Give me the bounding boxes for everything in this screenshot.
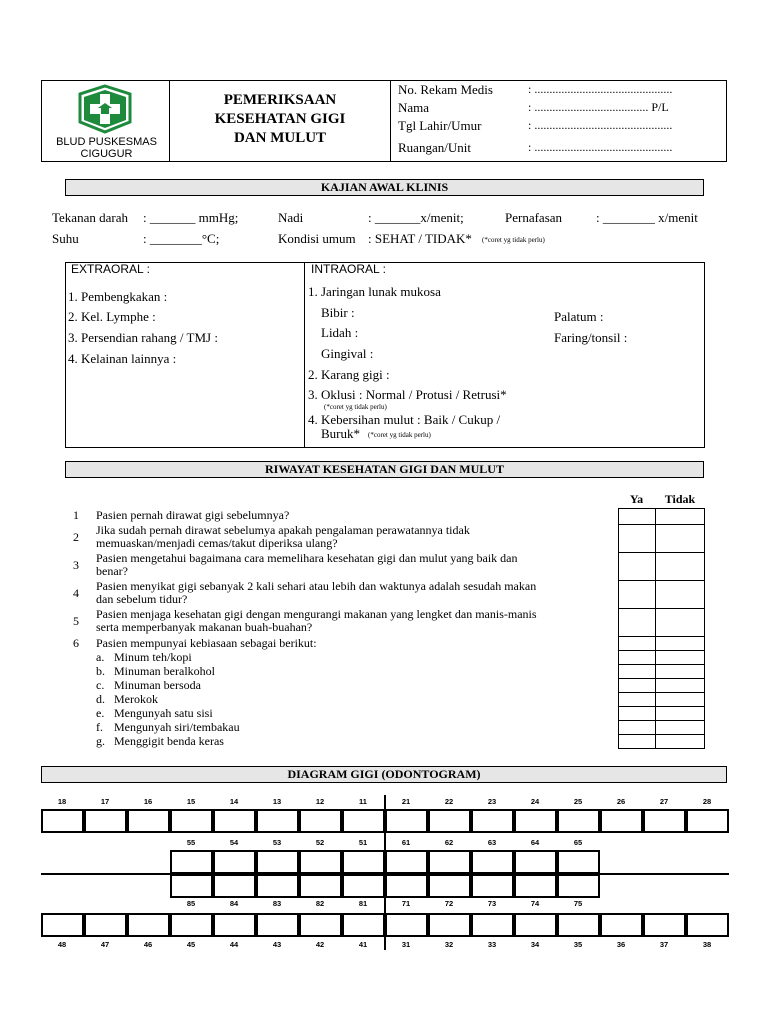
vital-signs [52, 210, 752, 250]
answer-cell-tidak[interactable] [655, 679, 704, 693]
question-text: Pasien menyikat gigi sebanyak 2 kali sehari atau lebih dan waktunya adalah sesudah makan [96, 579, 537, 593]
kajian-banner: KAJIAN AWAL KLINIS [65, 179, 704, 196]
answer-row [619, 665, 705, 679]
extraoral-item-3[interactable]: 3. Persendian rahang / TMJ : [68, 330, 218, 345]
suhu-label: Suhu [52, 231, 79, 246]
tooth-box-44[interactable] [213, 913, 256, 937]
suhu-value[interactable]: : ________°C; [143, 231, 220, 246]
form-title-line3: DAN MULUT [233, 130, 327, 146]
gingival-field[interactable]: Gingival : [321, 346, 374, 361]
tooth-number: 17 [100, 797, 110, 806]
tooth-box-71[interactable] [385, 874, 428, 898]
org-name-line2: CIGUGUR [80, 148, 133, 160]
field-label-rekam-medis: No. Rekam Medis [398, 82, 493, 97]
tooth-number: 64 [530, 838, 540, 847]
answer-cell-ya[interactable] [619, 651, 656, 665]
horizontal-midline [41, 873, 729, 875]
tooth-number: 62 [444, 838, 454, 847]
tooth-number: 82 [315, 899, 325, 908]
tooth-box-43[interactable] [256, 913, 299, 937]
tooth-number: 36 [616, 940, 626, 949]
tooth-box-72[interactable] [428, 874, 471, 898]
pernafasan-label: Pernafasan [505, 210, 563, 225]
tooth-number: 42 [315, 940, 325, 949]
tooth-number: 72 [444, 899, 454, 908]
tooth-box-28[interactable] [686, 809, 729, 833]
tooth-box-18[interactable] [41, 809, 84, 833]
answer-cell-tidak[interactable] [655, 553, 704, 581]
tooth-number: 51 [358, 838, 368, 847]
question-text: memuaskan/menjadi cemas/takut diperiksa ulang? [96, 536, 338, 550]
extraoral-title: EXTRAORAL : [71, 262, 150, 276]
form-title [170, 91, 390, 148]
habit-letter: b. [96, 664, 105, 678]
tooth-box-34[interactable] [514, 913, 557, 937]
header-divider-2 [390, 80, 391, 162]
answer-cell-tidak[interactable] [655, 581, 704, 609]
tooth-box-21[interactable] [385, 809, 428, 833]
tekanan-value[interactable]: : _______ mmHg; [143, 210, 239, 225]
tooth-number: 74 [530, 899, 540, 908]
vertical-midline [384, 795, 386, 950]
answer-cell-ya[interactable] [619, 693, 656, 707]
intraoral-title: INTRAORAL : [311, 262, 386, 276]
tooth-box-46[interactable] [127, 913, 170, 937]
tooth-box-32[interactable] [428, 913, 471, 937]
habit-letter: c. [96, 678, 105, 692]
habit-letter: g. [96, 734, 105, 748]
tooth-box-54[interactable] [213, 850, 256, 874]
tooth-box-51[interactable] [342, 850, 385, 874]
tooth-number: 75 [573, 899, 583, 908]
tooth-box-48[interactable] [41, 913, 84, 937]
odontogram-banner: DIAGRAM GIGI (ODONTOGRAM) [41, 766, 727, 783]
lidah-field[interactable]: Lidah : [321, 325, 359, 340]
nadi-value[interactable]: : _______x/menit; [368, 210, 464, 225]
tooth-number: 43 [272, 940, 282, 949]
question-text: serta memperbanyak makanan buah-buahan? [96, 620, 313, 634]
answer-cell-tidak[interactable] [655, 651, 704, 665]
field-value-nama[interactable]: : ...................................... P/L [528, 100, 669, 114]
answer-row [619, 509, 705, 525]
intraoral-note-4: (*coret yg tidak perlu) [368, 431, 431, 439]
tooth-box-15[interactable] [170, 809, 213, 833]
tooth-box-31[interactable] [385, 913, 428, 937]
answer-cell-tidak[interactable] [655, 637, 704, 651]
tooth-box-26[interactable] [600, 809, 643, 833]
field-value-rekam-medis[interactable]: : .............................................. [528, 82, 673, 96]
habit-text: Minuman bersoda [114, 678, 201, 692]
tooth-box-53[interactable] [256, 850, 299, 874]
habit-text: Menggigit benda keras [114, 734, 224, 748]
tooth-box-62[interactable] [428, 850, 471, 874]
field-label-nama: Nama [398, 100, 430, 115]
tooth-number: 55 [186, 838, 196, 847]
habit-letter: f. [96, 720, 103, 734]
extraoral-item-2[interactable]: 2. Kel. Lymphe : [68, 309, 156, 324]
tooth-number: 27 [659, 797, 669, 806]
tooth-number: 34 [530, 940, 540, 949]
question-no: 1 [73, 508, 79, 522]
tooth-number: 84 [229, 899, 239, 908]
habit-letter: a. [96, 650, 105, 664]
tooth-number: 22 [444, 797, 454, 806]
tooth-number: 81 [358, 899, 368, 908]
tooth-box-27[interactable] [643, 809, 686, 833]
answer-cell-tidak[interactable] [655, 707, 704, 721]
answer-row [619, 721, 705, 735]
tooth-box-64[interactable] [514, 850, 557, 874]
tooth-box-24[interactable] [514, 809, 557, 833]
answer-cell-ya[interactable] [619, 707, 656, 721]
intraoral-item-4b[interactable]: Buruk* [321, 426, 360, 441]
tooth-box-16[interactable] [127, 809, 170, 833]
answer-cell-ya[interactable] [619, 509, 656, 525]
tooth-number: 28 [702, 797, 712, 806]
tooth-number: 53 [272, 838, 282, 847]
question-text: Pasien pernah dirawat gigi sebelumnya? [96, 508, 290, 522]
tooth-number: 52 [315, 838, 325, 847]
tooth-number: 61 [401, 838, 411, 847]
pernafasan-value[interactable]: : ________ x/menit [596, 210, 698, 225]
tooth-number: 47 [100, 940, 110, 949]
tooth-box-61[interactable] [385, 850, 428, 874]
intraoral-item-3[interactable]: 3. Oklusi : Normal / Protusi / Retrusi* [308, 387, 507, 402]
tooth-box-73[interactable] [471, 874, 514, 898]
question-text: benar? [96, 564, 128, 578]
question-text: Pasien menjaga kesehatan gigi dengan mengurangi makanan yang lengket dan manis-manis [96, 607, 537, 621]
tooth-number: 83 [272, 899, 282, 908]
question-no: 2 [73, 530, 79, 544]
answer-grid [618, 508, 705, 749]
extraoral-item-4[interactable]: 4. Kelainan lainnya : [68, 351, 177, 366]
question-no: 5 [73, 614, 79, 628]
question-no: 4 [73, 586, 79, 600]
form-title-line1: PEMERIKSAAN [223, 92, 337, 108]
answer-cell-tidak[interactable] [655, 721, 704, 735]
riwayat-banner: RIWAYAT KESEHATAN GIGI DAN MULUT [65, 461, 704, 478]
tooth-number: 26 [616, 797, 626, 806]
nadi-label: Nadi [278, 210, 304, 225]
answer-cell-ya[interactable] [619, 609, 656, 637]
field-value-tgl-lahir[interactable]: : .............................................. [528, 118, 673, 132]
bibir-field[interactable]: Bibir : [321, 305, 355, 320]
tooth-number: 18 [57, 797, 67, 806]
tooth-number: 71 [401, 899, 411, 908]
answer-cell-ya[interactable] [619, 665, 656, 679]
answer-cell-tidak[interactable] [655, 509, 704, 525]
tooth-number: 48 [57, 940, 67, 949]
tooth-number: 12 [315, 797, 325, 806]
tooth-box-23[interactable] [471, 809, 514, 833]
intraoral-item-4a[interactable]: 4. Kebersihan mulut : Baik / Cukup / [308, 412, 501, 427]
tooth-number: 73 [487, 899, 497, 908]
tooth-box-35[interactable] [557, 913, 600, 937]
tooth-number: 15 [186, 797, 196, 806]
tooth-box-41[interactable] [342, 913, 385, 937]
palatum-field[interactable]: Palatum : [554, 309, 604, 324]
tooth-box-84[interactable] [213, 874, 256, 898]
tooth-box-42[interactable] [299, 913, 342, 937]
tooth-box-12[interactable] [299, 809, 342, 833]
question-no: 3 [73, 558, 79, 572]
habit-letter: d. [96, 692, 105, 706]
tooth-box-22[interactable] [428, 809, 471, 833]
answer-cell-tidak[interactable] [655, 525, 704, 553]
answer-row [619, 525, 705, 553]
answer-cell-tidak[interactable] [655, 693, 704, 707]
intraoral-section [308, 262, 703, 448]
form-title-line2: KESEHATAN GIGI [214, 111, 346, 127]
question-text: Pasien mengetahui bagaimana cara memelihara kesehatan gigi dan mulut yang baik dan [96, 551, 518, 565]
tooth-box-37[interactable] [643, 913, 686, 937]
answer-row [619, 609, 705, 637]
tooth-number: 44 [229, 940, 239, 949]
org-name-line1: BLUD PUSKESMAS [56, 136, 157, 148]
answer-cell-tidak[interactable] [655, 609, 704, 637]
habit-letter: e. [96, 706, 105, 720]
intraoral-item-2[interactable]: 2. Karang gigi : [308, 367, 390, 382]
tooth-number: 37 [659, 940, 669, 949]
tooth-number: 45 [186, 940, 196, 949]
extraoral-item-1[interactable]: 1. Pembengkakan : [68, 289, 168, 304]
tooth-number: 14 [229, 797, 239, 806]
answer-cell-tidak[interactable] [655, 735, 704, 749]
tooth-box-36[interactable] [600, 913, 643, 937]
tooth-box-11[interactable] [342, 809, 385, 833]
tooth-box-83[interactable] [256, 874, 299, 898]
habit-text: Minum teh/kopi [114, 650, 192, 664]
tooth-number: 25 [573, 797, 583, 806]
tooth-number: 35 [573, 940, 583, 949]
tooth-number: 32 [444, 940, 454, 949]
answer-row [619, 735, 705, 749]
tooth-number: 85 [186, 899, 196, 908]
answer-row [619, 581, 705, 609]
question-text: Jika sudah pernah dirawat sebelumya apakah pengalaman perawatannya tidak [96, 523, 470, 537]
answer-cell-ya[interactable] [619, 735, 656, 749]
tooth-number: 13 [272, 797, 282, 806]
tooth-number: 41 [358, 940, 368, 949]
field-value-ruangan[interactable]: : .............................................. [528, 140, 673, 154]
answer-row [619, 693, 705, 707]
answer-cell-ya[interactable] [619, 581, 656, 609]
answer-row [619, 637, 705, 651]
tooth-box-81[interactable] [342, 874, 385, 898]
habit-text: Mengunyah satu sisi [114, 706, 213, 720]
tooth-number: 46 [143, 940, 153, 949]
tooth-number: 24 [530, 797, 540, 806]
faring-field[interactable]: Faring/tonsil : [554, 330, 628, 345]
tooth-box-52[interactable] [299, 850, 342, 874]
tooth-number: 16 [143, 797, 153, 806]
tooth-number: 21 [401, 797, 411, 806]
answer-row [619, 679, 705, 693]
tooth-number: 38 [702, 940, 712, 949]
tooth-number: 11 [359, 797, 367, 806]
tooth-number: 31 [401, 940, 411, 949]
answer-cell-ya[interactable] [619, 721, 656, 735]
habit-text: Merokok [114, 692, 158, 706]
tooth-box-47[interactable] [84, 913, 127, 937]
answer-cell-ya[interactable] [619, 679, 656, 693]
col-tidak-header: Tidak [664, 492, 696, 506]
answer-row [619, 553, 705, 581]
tooth-box-63[interactable] [471, 850, 514, 874]
habit-text: Minuman beralkohol [114, 664, 215, 678]
tooth-number: 23 [487, 797, 497, 806]
question-no: 6 [73, 636, 79, 650]
tooth-box-38[interactable] [686, 913, 729, 937]
tooth-number: 63 [487, 838, 497, 847]
puskesmas-logo-icon [74, 84, 136, 134]
tooth-number: 54 [229, 838, 239, 847]
answer-row [619, 651, 705, 665]
tooth-box-33[interactable] [471, 913, 514, 937]
kondisi-label: Kondisi umum [278, 231, 356, 246]
tooth-box-82[interactable] [299, 874, 342, 898]
intraoral-note-3: (*coret yg tidak perlu) [324, 403, 387, 411]
habit-text: Mengunyah siri/tembakau [114, 720, 240, 734]
tekanan-label: Tekanan darah [52, 210, 128, 225]
tooth-box-55[interactable] [170, 850, 213, 874]
kondisi-note: (*coret yg tidak perlu) [482, 236, 545, 244]
oral-exam-divider [304, 262, 305, 448]
tooth-box-85[interactable] [170, 874, 213, 898]
tooth-box-13[interactable] [256, 809, 299, 833]
tooth-box-25[interactable] [557, 809, 600, 833]
answer-cell-tidak[interactable] [655, 665, 704, 679]
kondisi-value[interactable]: : SEHAT / TIDAK* [368, 231, 472, 246]
question-text: dan sebelum tidur? [96, 592, 188, 606]
field-label-tgl-lahir: Tgl Lahir/Umur [398, 118, 482, 133]
tooth-box-74[interactable] [514, 874, 557, 898]
intraoral-item-1: 1. Jaringan lunak mukosa [308, 284, 441, 299]
tooth-number: 65 [573, 838, 583, 847]
field-label-ruangan: Ruangan/Unit [398, 140, 471, 155]
tooth-box-17[interactable] [84, 809, 127, 833]
tooth-box-45[interactable] [170, 913, 213, 937]
answer-row [619, 707, 705, 721]
col-ya-header: Ya [629, 492, 644, 506]
answer-cell-ya[interactable] [619, 553, 656, 581]
tooth-box-65[interactable] [557, 850, 600, 874]
question-text: Pasien mempunyai kebiasaan sebagai berikut: [96, 636, 317, 650]
tooth-number: 33 [487, 940, 497, 949]
tooth-box-75[interactable] [557, 874, 600, 898]
answer-cell-ya[interactable] [619, 525, 656, 553]
tooth-box-14[interactable] [213, 809, 256, 833]
answer-cell-ya[interactable] [619, 637, 656, 651]
